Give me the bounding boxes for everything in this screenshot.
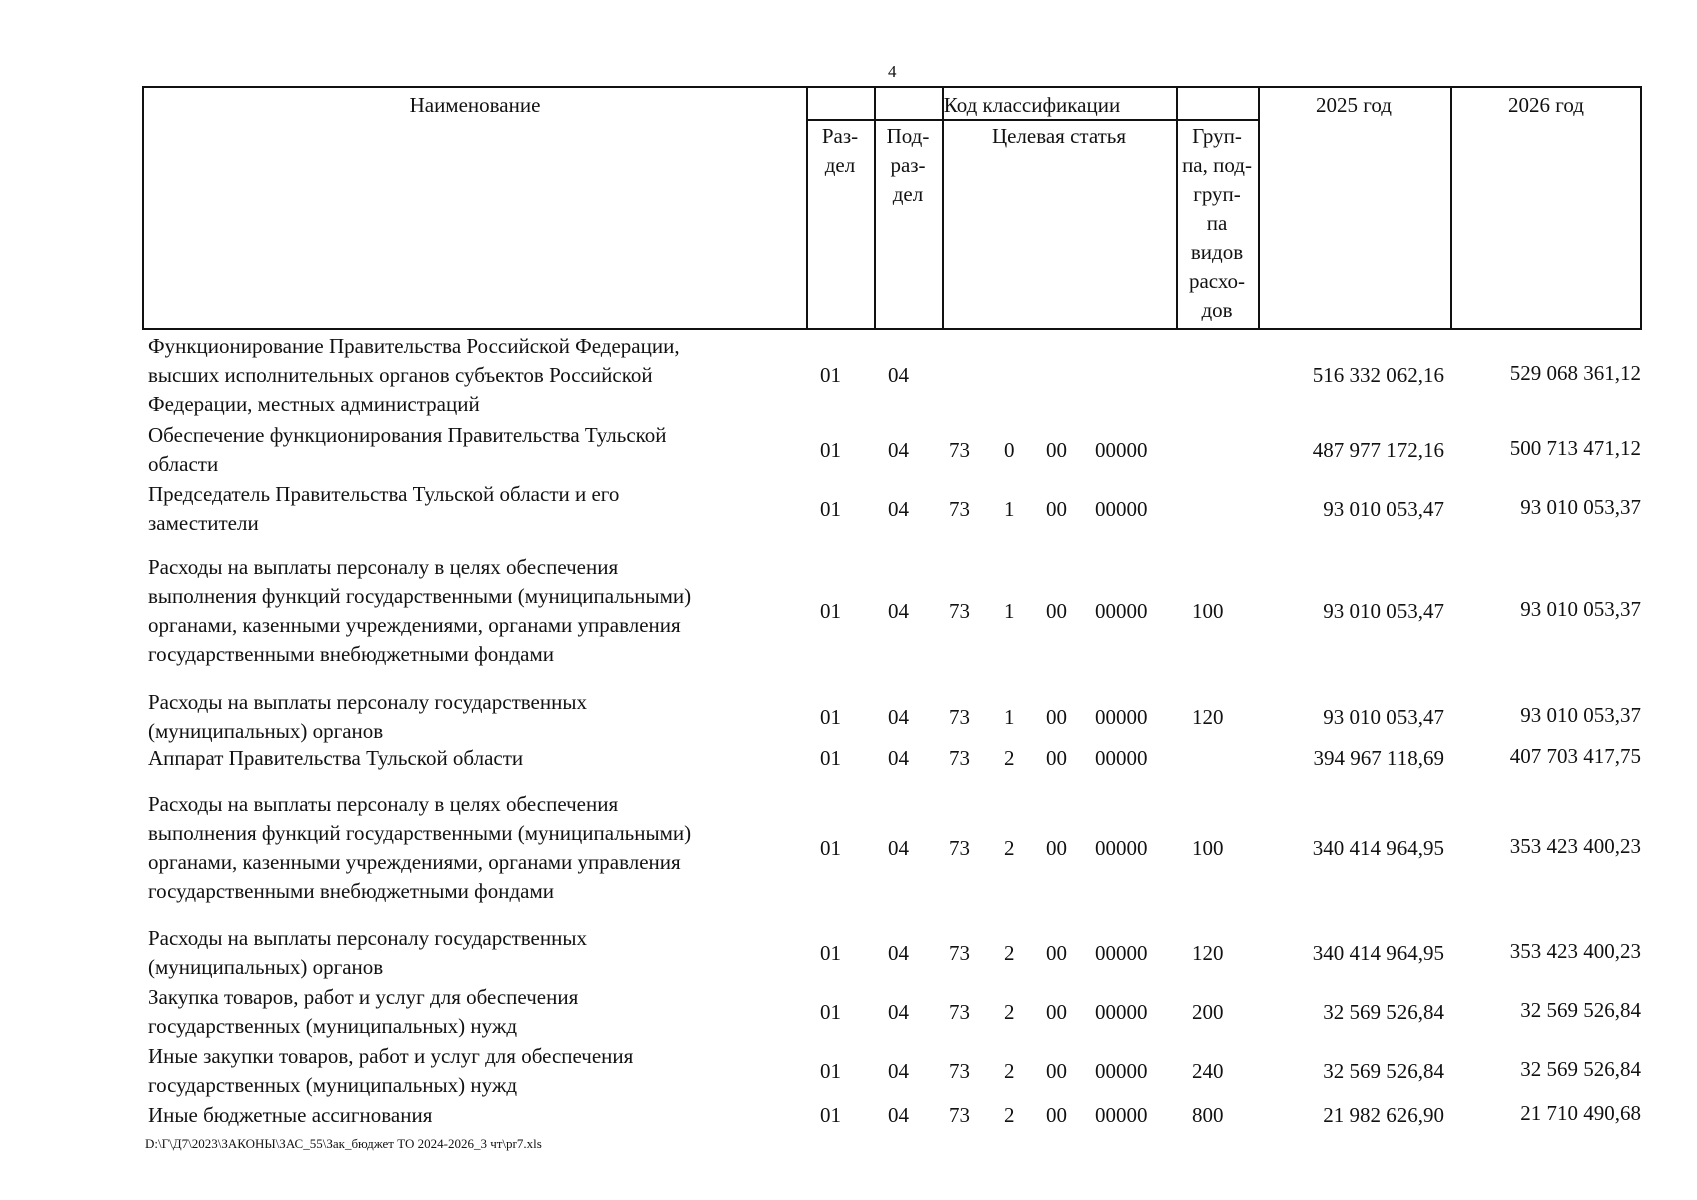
row-target-code: 00000 [1095,746,1148,770]
page-number: 4 [888,62,897,81]
row-amount-2025: 487 977 172,16 [1312,437,1444,462]
header-group-line: расхо- [1188,269,1246,293]
row-target-program: 73 [949,704,970,729]
row-amount-2026: 407 703 417,75 [1509,744,1641,768]
row-target-direction: 00 [1046,704,1067,729]
row-amount-2026: 21 710 490,68 [1520,1101,1641,1125]
header-podrazdel [874,122,942,209]
row-name-line: органами, казенными учреждениями, органами управления [148,613,681,637]
row-amount-2025: 93 010 053,47 [1323,598,1444,623]
row-target-subprogram: 1 [1004,704,1015,729]
row-target-code: 00000 [1095,437,1148,462]
row-target-subprogram: 2 [1004,746,1015,770]
row-target-direction: 00 [1046,746,1067,770]
row-podrazdel: 04 [888,1103,909,1127]
row-amount-2026: 93 010 053,37 [1520,494,1641,519]
header-group [1176,122,1258,325]
row-name [148,1042,808,1100]
row-razdel: 01 [820,704,841,729]
row-amount-2026: 93 010 053,37 [1520,596,1641,621]
row-name-line: области [148,452,219,476]
row-target-subprogram: 2 [1004,940,1015,965]
row-name [148,924,808,982]
row-podrazdel: 04 [888,1058,909,1083]
row-name-line: (муниципальных) органов [148,719,384,743]
row-target-direction: 00 [1046,437,1067,462]
row-name-line: выполнения функций государственными (муниципальными) [148,821,692,845]
row-amount-2025: 32 569 526,84 [1323,1058,1444,1083]
row-target-subprogram: 2 [1004,999,1015,1024]
row-name-line: Аппарат Правительства Тульской области [148,746,524,770]
row-name [148,480,808,538]
row-group: 240 [1192,1058,1224,1083]
header-razdel-line: Раз- [821,124,859,148]
table-header [142,86,1642,330]
row-amount-2025: 394 967 118,69 [1313,746,1444,770]
row-group: 200 [1192,999,1224,1024]
row-target-subprogram: 0 [1004,437,1015,462]
row-razdel: 01 [820,999,841,1024]
row-group: 100 [1192,835,1224,860]
row-target-program: 73 [949,1103,970,1127]
row-amount-2025: 21 982 626,90 [1323,1103,1444,1127]
divider [1258,88,1260,328]
row-group: 120 [1192,940,1224,965]
row-amount-2026: 353 423 400,23 [1509,833,1641,858]
row-name-line: государственных (муниципальных) нужд [148,1014,518,1038]
row-name-line: Расходы на выплаты персоналу в целях обеспечения [148,792,619,816]
header-podrazdel-line: раз- [890,153,926,177]
row-name [148,553,808,669]
row-podrazdel: 04 [888,746,909,770]
row-target-program: 73 [949,940,970,965]
row-target-direction: 00 [1046,496,1067,521]
row-name-line: высших исполнительных органов субъектов Российской [148,363,653,387]
row-target-direction: 00 [1046,1103,1067,1127]
row-target-direction: 00 [1046,999,1067,1024]
row-name-line: Расходы на выплаты персоналу государственных [148,690,587,714]
row-podrazdel: 04 [888,999,909,1024]
row-razdel: 01 [820,1058,841,1083]
file-path: D:\Г\Д7\2023\ЗАКОНЫ\ЗАС_55\Зак_бюджет ТО 2024-2026_3 чт\pr7.xls [145,1136,542,1151]
row-name-line: Федерации, местных администраций [148,392,480,416]
row-target-program: 73 [949,437,970,462]
row-name-line: выполнения функций государственными (муниципальными) [148,584,692,608]
row-name [148,1101,808,1130]
header-group-line: Груп- [1192,124,1242,148]
row-razdel: 01 [820,363,841,387]
header-group-line: видов [1190,240,1244,264]
row-name-line: Иные закупки товаров, работ и услуг для обеспечения [148,1044,634,1068]
row-name-line: государственных (муниципальных) нужд [148,1073,518,1097]
row-group: 120 [1192,704,1224,729]
row-target-program: 73 [949,1058,970,1083]
row-podrazdel: 04 [888,496,909,521]
header-year-2025: 2025 год [1316,93,1392,117]
row-target-code: 00000 [1095,835,1148,860]
row-name-line: государственными внебюджетными фондами [148,879,555,903]
row-target-program: 73 [949,746,970,770]
row-amount-2026: 93 010 053,37 [1520,702,1641,727]
row-amount-2026: 529 068 361,12 [1509,361,1641,385]
row-name-line: органами, казенными учреждениями, органами управления [148,850,681,874]
row-podrazdel: 04 [888,437,909,462]
row-name-line: Иные бюджетные ассигнования [148,1103,433,1127]
header-classification: Код классификации [943,93,1121,117]
row-target-subprogram: 2 [1004,835,1015,860]
row-amount-2025: 93 010 053,47 [1323,704,1444,729]
header-group-line: дов [1201,298,1233,322]
divider [1450,88,1452,328]
row-razdel: 01 [820,437,841,462]
header-group-line: па [1206,211,1228,235]
row-podrazdel: 04 [888,598,909,623]
row-target-subprogram: 2 [1004,1058,1015,1083]
row-razdel: 01 [820,746,841,770]
row-target-subprogram: 1 [1004,496,1015,521]
row-target-code: 00000 [1095,940,1148,965]
row-target-program: 73 [949,999,970,1024]
row-amount-2026: 353 423 400,23 [1509,938,1641,963]
row-group: 800 [1192,1103,1224,1127]
row-target-code: 00000 [1095,598,1148,623]
row-name-line: Расходы на выплаты персоналу в целях обеспечения [148,555,619,579]
row-razdel: 01 [820,496,841,521]
row-target-code: 00000 [1095,1058,1148,1083]
row-target-program: 73 [949,598,970,623]
header-podrazdel-line: дел [892,182,924,206]
row-name [148,790,808,906]
row-target-code: 00000 [1095,704,1148,729]
row-amount-2025: 516 332 062,16 [1312,363,1444,387]
row-podrazdel: 04 [888,363,909,387]
header-razdel [806,122,874,180]
row-name-line: Председатель Правительства Тульской области и его [148,482,620,506]
row-podrazdel: 04 [888,704,909,729]
row-name [148,421,808,479]
row-amount-2025: 93 010 053,47 [1323,496,1444,521]
row-target-direction: 00 [1046,598,1067,623]
header-name: Наименование [409,93,541,117]
header-year-2026: 2026 год [1508,93,1584,117]
row-podrazdel: 04 [888,835,909,860]
row-name-line: (муниципальных) органов [148,955,384,979]
row-amount-2026: 500 713 471,12 [1509,435,1641,460]
row-target-direction: 00 [1046,940,1067,965]
header-group-line: па, под- [1182,153,1252,177]
row-razdel: 01 [820,940,841,965]
row-name-line: Обеспечение функционирования Правительства Тульской [148,423,667,447]
row-razdel: 01 [820,835,841,860]
row-amount-2026: 32 569 526,84 [1520,997,1641,1022]
row-name [148,983,808,1041]
row-amount-2025: 32 569 526,84 [1323,999,1444,1024]
row-name-line: государственными внебюджетными фондами [148,642,555,666]
row-razdel: 01 [820,598,841,623]
header-target: Целевая статья [991,124,1127,148]
row-target-code: 00000 [1095,496,1148,521]
row-amount-2025: 340 414 964,95 [1312,835,1444,860]
row-name [148,688,808,746]
row-name-line: заместители [148,511,259,535]
row-target-code: 00000 [1095,1103,1148,1127]
header-podrazdel-line: Под- [886,124,930,148]
row-name-line: Закупка товаров, работ и услуг для обеспечения [148,985,579,1009]
row-name-line: Расходы на выплаты персоналу государственных [148,926,587,950]
row-amount-2025: 340 414 964,95 [1312,940,1444,965]
row-target-subprogram: 1 [1004,598,1015,623]
row-target-subprogram: 2 [1004,1103,1015,1127]
row-name-line: Функционирование Правительства Российской Федерации, [148,334,680,358]
row-podrazdel: 04 [888,940,909,965]
header-razdel-line: дел [824,153,856,177]
row-target-direction: 00 [1046,835,1067,860]
row-target-direction: 00 [1046,1058,1067,1083]
row-group: 100 [1192,598,1224,623]
row-target-program: 73 [949,835,970,860]
row-razdel: 01 [820,1103,841,1127]
row-amount-2026: 32 569 526,84 [1520,1056,1641,1081]
header-group-line: груп- [1193,182,1241,206]
row-target-program: 73 [949,496,970,521]
row-name [148,332,808,419]
row-name [148,744,808,773]
row-target-code: 00000 [1095,999,1148,1024]
